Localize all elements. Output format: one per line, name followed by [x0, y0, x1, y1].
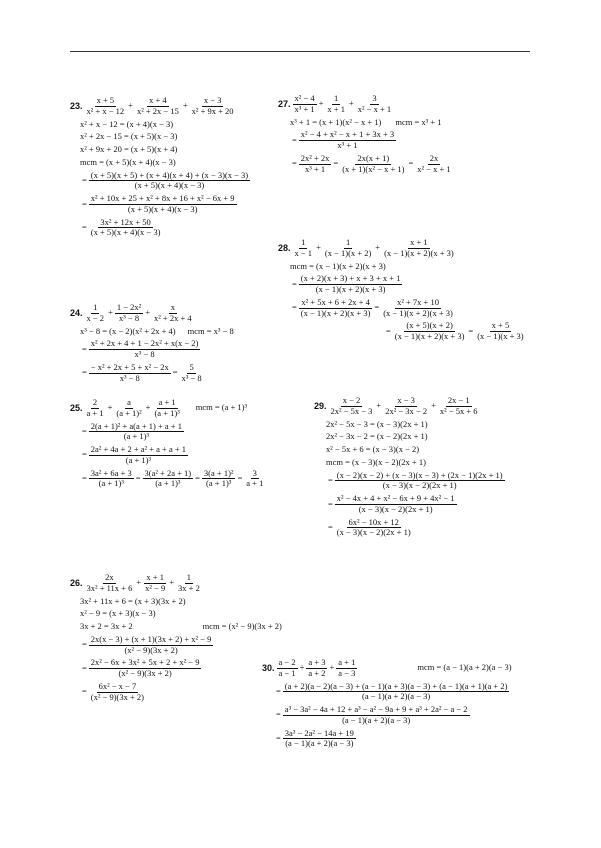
numerator: x² − 4 [294, 93, 315, 103]
mcm-label: mcm = (x² − 9)(3x + 2) [202, 621, 282, 632]
denominator: (a − 1)(a + 2)(a − 3) [285, 738, 354, 749]
fraction [143, 573, 167, 594]
numerator: x + 5 [96, 95, 115, 105]
numerator: x − 3 [203, 95, 222, 105]
problem-25 [70, 398, 265, 492]
numerator: 3 [252, 467, 257, 478]
numerator: 2x² − 6x + 3x² + 5x + 2 + x² − 9 [90, 657, 200, 668]
denominator: 2x² − 3x − 2 [385, 405, 428, 416]
mcm-line: mcm = (x + 5)(x + 4)(x − 3) [80, 156, 176, 167]
numerator: (a + 2)(a − 2)(a − 3) + (a − 1)(a + 3)(a − 3) + (a − 1)(a + 1)(a + 2) [284, 680, 508, 691]
numerator: x − 3 [397, 395, 415, 405]
denominator: (a + 1)² [116, 407, 142, 418]
factor-line: 2x² − 5x − 3 = (x − 3)(2x + 1) [326, 418, 428, 429]
denominator: (x + 5)(x + 4)(x − 3) [90, 227, 161, 238]
denominator: (a + 1)³ [154, 407, 180, 418]
denominator: x³ − 8 [119, 372, 140, 383]
denominator: (x − 1)(x + 3) [477, 331, 524, 342]
step: = $\frac{\text{2x² − 6x + 3x² + 5x + 2 + x² − 9}}{\text{(x² − 9)(3x + 2)}}$ [82, 657, 200, 679]
mcm-line: mcm = (x − 3)(x − 2)(2x + 1) [326, 456, 426, 467]
numerator: 3(a + 1)² [203, 467, 234, 478]
denominator: 2x² − 5x − 3 [330, 405, 373, 416]
denominator: (x² − 9)(3x + 2) [90, 691, 145, 702]
fraction [85, 398, 106, 419]
factor-line [70, 622, 282, 632]
numerator: − x² + 2x + 5 + x² − 2x [90, 361, 169, 372]
denominator: x² − x + 1 [357, 103, 392, 114]
denominator: x − 1 [294, 247, 313, 258]
step: = (a + 2)(a − 2)(a − 3) + (a − 1)(a + 3)(a − 3) + (a − 1)(a + 1)(a + 2) (a − 1)(a + 2)(a − 3) [276, 680, 508, 702]
numerator: 1 − 2x² [116, 302, 142, 312]
denominator: (x − 1)(x + 2)(x + 3) [383, 307, 453, 318]
denominator: (x + 5)(x + 4)(x − 3) [127, 203, 198, 214]
factor-line: x² + x − 12 = (x + 4)(x − 3) [80, 118, 174, 129]
fraction [336, 658, 357, 679]
factor-line: x² + 9x + 20 = (x + 5)(x + 4) [80, 144, 178, 155]
problem-30-statement: 30. $\frac{a - 2}{a - 1}$ + $\frac{a + 3}{a + 2}$ + $\frac{a + 1}{a - 3}$ mcm = (a − 1)(a + 2)(a − 3) [262, 657, 512, 678]
denominator: x³ + 1 [337, 140, 358, 151]
numerator: 6x² − x − 7 [98, 680, 137, 691]
problem-26 [70, 573, 282, 705]
numerator: x [170, 302, 175, 312]
numerator: a − 2 [278, 657, 296, 667]
fraction [190, 96, 236, 117]
numerator: x² − 4 + x² − x + 1 + 3x + 3 [300, 129, 395, 140]
denominator: a − 3 [338, 667, 356, 678]
denominator: x³ − 8 [118, 312, 140, 323]
numerator: 3x² + 12x + 50 [100, 216, 151, 227]
fraction [306, 658, 327, 679]
denominator: x² + 2x + 4 [154, 312, 192, 323]
factor-line: x² − 5x + 6 = (x − 3)(x − 2) [326, 444, 420, 455]
problem-28-statement: 28. $\frac{1}{x - 1}$ + $\frac{1}{(x - 1)(x + 2)}$ + $\frac{x + 1}{(x - 1)(x + 2)(x + 3)}$ [278, 237, 454, 258]
step: = $\frac{\text{2(a + 1)² + a(a + 1) + a + 1}}{\text{(a + 1)³}}$ [82, 420, 182, 442]
step: = $\frac{\text{2a² + 4a + 2 + a² + a + a + 1}}{\text{(a + 1)³}}$ [82, 444, 187, 465]
numerator: x² + 5x + 6 + 2x + 4 [301, 296, 370, 307]
numerator: 1 [186, 572, 192, 582]
numerator: 2(a + 1)² + a(a + 1) + a + 1 [90, 420, 182, 431]
numerator: 2x − 1 [447, 395, 470, 405]
header-rule [70, 51, 530, 52]
step: = $\frac{\text{3a³ − 2a² − 14a + 19}}{(a - 1)(a + 2)(a - 3)}$ [276, 727, 354, 749]
denominator: (x² − 9)(3x + 2) [118, 668, 172, 679]
numerator: 3a³ − 2a² − 14a + 19 [284, 727, 354, 738]
step: = $\frac{\text{2x(x − 3) + (x + 1)(3x + 2) + x² − 9}}{\text{(x² − 9)(3x + 2)}}$ [82, 633, 212, 655]
factor-line: 3x² + 11x + 6 = (x + 3)(3x + 2) [80, 595, 186, 606]
numerator: x + 5 [491, 320, 510, 331]
problem-24 [70, 303, 234, 386]
denominator: x² + 9x + 20 [191, 105, 234, 116]
denominator: x³ + 1 [294, 103, 315, 114]
numerator: 5 [189, 361, 194, 372]
fraction [293, 94, 317, 115]
problem-number: 27. [278, 99, 291, 110]
numerator: x + 1 [410, 237, 428, 247]
fraction [438, 396, 480, 417]
numerator: 2x [105, 572, 114, 582]
step: = $\frac{(x - 2)(x - 2) + (x - 3)(x - 3) + (2x - 1)(2x + 1)}{(x - 3)(x - 2)(2x + 1)}$ [328, 469, 503, 491]
mcm-label: mcm = (a − 1)(a + 2)(a − 3) [417, 662, 512, 673]
numerator: 3a² + 6a + 3 [90, 467, 132, 478]
denominator: (a + 1)³ [98, 478, 124, 489]
numerator: a + 1 [158, 397, 176, 407]
step: = $\frac{\text{x² − 4x + 4 + x² − 6x + 9 + 4x² − 1}}{(x - 3)(x - 2)(2x + 1)}$ [328, 493, 455, 514]
numerator: (x − 2)(x − 2) + (x − 3)(x − 3) + (2x − 1)(2x + 1) [336, 469, 503, 480]
problem-26-statement: 26. $\frac{2x}{\text{3x² + 11x + 6}}$ + $\frac{x + 1}{\text{x² − 9}}$ + $\frac{1}{3x + 2}$ [70, 572, 200, 593]
problem-28 [278, 238, 526, 345]
mcm-label: mcm = x³ − 8 [187, 325, 234, 336]
step: = $\frac{\text{3a² + 6a + 3}}{\text{(a + 1)³}}$ = $\frac{\text{3(a² + 2a + 1)}}{\text{(a + 1)³}}$ = $\frac{\text{3(a + 1)²}}{\text{(a + 1)³}}$ = $\frac{3}{a + 1}$ [82, 467, 264, 489]
numerator: (x + 5)(x + 5) + (x + 4)(x + 4) + (x − 3)(x − 3) [90, 169, 249, 180]
fraction [356, 94, 393, 115]
denominator: (a − 1)(a + 2)(a − 3) [342, 714, 411, 725]
mcm-label: mcm = (a + 1)³ [195, 402, 248, 413]
denominator: (x² − 9)(3x + 2) [124, 644, 178, 655]
problem-27 [278, 94, 453, 177]
denominator: (a + 1)³ [155, 478, 181, 489]
fraction [152, 303, 194, 324]
problem-number: 30. [262, 663, 275, 674]
numerator: 3 [372, 93, 377, 103]
fraction [114, 398, 143, 419]
problem-29 [314, 396, 505, 541]
denominator: (x + 1)(x² − x + 1) [342, 163, 405, 174]
fraction [323, 238, 373, 259]
fraction [325, 94, 347, 115]
numerator: 2x(x + 1) [357, 152, 390, 163]
numerator: x² − 4x + 4 + x² − 6x + 9 + 4x² − 1 [336, 493, 455, 504]
numerator: 2x(x − 3) + (x + 1)(3x + 2) + x² − 9 [90, 633, 212, 644]
numerator: x² + 2x + 4 + 1 − 2x² + x(x − 2) [90, 338, 199, 349]
numerator: a³ − 3a² − 4a + 12 + a³ − a² − 9a + 9 + a³ + 2a² − a − 2 [284, 704, 468, 715]
fraction [85, 573, 135, 594]
denominator: x² + 2x − 15 [136, 105, 179, 116]
denominator: (a + 1)³ [123, 431, 150, 442]
problem-number: 25. [70, 403, 83, 414]
denominator: (a + 1)³ [206, 478, 232, 489]
step: = $\frac{(x + 5)(x + 2)}{(x - 1)(x + 2)(x + 3)}$ = $\frac{x + 5}{(x - 1)(x + 3)}$ [386, 320, 524, 342]
numerator: x + 4 [149, 95, 167, 105]
problem-number: 23. [70, 101, 83, 112]
numerator: a [127, 397, 131, 407]
problem-24-statement: 24. $\frac{1}{x - 2}$ + $\frac{\text{1 − 2x²}}{\text{x³ − 8}}$ + $\frac{x}{\text{x² + 2x + 4}}$ [70, 302, 192, 323]
step: = $\frac{\text{6x² − 10x + 12}}{(x - 3)(x - 2)(2x + 1)}$ [328, 516, 411, 538]
step: = $\frac{\text{x² + 2x + 4 + 1 − 2x² + x(x − 2)}}{\text{x³ − 8}}$ [82, 338, 199, 360]
numerator: x − 2 [342, 395, 361, 405]
denominator: x² + x − 12 [86, 105, 125, 116]
numerator: x² + 7x + 10 [397, 296, 439, 307]
fraction [152, 398, 181, 419]
numerator: 2 [92, 397, 98, 407]
step: = $\frac{\text{− x² + 2x + 5 + x² − 2x}}{\text{x³ − 8}}$ = $\frac{5}{\text{x³ − 8}}$ [82, 361, 202, 383]
step: = $\frac{\text{2x² + 2x}}{\text{x³ + 1}}$ = $\frac{2x(x + 1)}{\text{(x + 1)(x² − x + 1)}}$ = $\frac{2x}{\text{x² − x + 1}}$ [292, 152, 451, 174]
denominator: x³ + 1 [305, 163, 326, 174]
numerator: 2a² + 4a + 2 + a² + a + a + 1 [90, 444, 187, 455]
fraction [115, 303, 143, 324]
problem-number: 29. [314, 401, 327, 412]
numerator: a + 1 [338, 657, 356, 667]
denominator: (x − 1)(x + 2)(x + 3) [315, 284, 386, 295]
step: = $\frac{\text{x² − 4 + x² − x + 1 + 3x + 3}}{\text{x³ + 1}}$ [292, 129, 395, 151]
problem-29-statement: 29. $\frac{x - 2}{\text{2x² − 5x − 3}}$ + $\frac{x - 3}{\text{2x² − 3x − 2}}$ + $\frac{2x - 1}{\text{x² − 5x + 6}}$ [314, 395, 478, 416]
denominator: a + 1 [86, 407, 104, 418]
step: = $\frac{\text{6x² − x − 7}}{\text{(x² − 9)(3x + 2)}}$ [82, 680, 145, 702]
denominator: x² − 5x + 6 [439, 405, 478, 416]
denominator: 3x + 2 [178, 582, 200, 593]
fraction [176, 573, 202, 594]
denominator: (x + 5)(x + 4)(x − 3) [134, 180, 205, 191]
denominator: 3x² + 11x + 6 [86, 582, 133, 593]
problem-23-statement: 23. $\frac{x + 5}{\text{x² + x − 12}}$ + $\frac{x + 4}{\text{x² + 2x − 15}}$ + $\frac{x - 3}{\text{x² + 9x + 20}}$ [70, 95, 234, 116]
factorization: 3x + 2 = 3x + 2 [80, 621, 133, 632]
denominator: x² − 9 [145, 582, 166, 593]
denominator: a + 1 [246, 478, 264, 489]
numerator: 3(a² + 2a + 1) [144, 467, 192, 478]
numerator: (x + 5)(x + 2) [406, 320, 453, 331]
denominator: (x − 1)(x + 2)(x + 3) [394, 331, 465, 342]
numerator: (x + 2)(x + 3) + x + 3 + x + 1 [300, 273, 401, 284]
problem-number: 24. [70, 308, 83, 319]
step: = $\frac{(x + 2)(x + 3) + x + 3 + x + 1}{(x - 1)(x + 2)(x + 3)}$ [292, 273, 401, 295]
denominator: x³ − 8 [134, 349, 155, 360]
numerator: x + 1 [146, 572, 164, 582]
step: = $\frac{(x + 5)(x + 5) + (x + 4)(x + 4) + (x - 3)(x - 3)}{(x + 5)(x + 4)(x - 3)}$ [82, 169, 249, 191]
factor-line: x² − 9 = (x + 3)(x − 3) [80, 608, 156, 619]
denominator: (x − 1)(x + 2)(x + 3) [384, 247, 454, 258]
denominator: (x − 3)(x − 2)(2x + 1) [358, 503, 433, 514]
numerator: 1 [345, 237, 351, 247]
numerator: 1 [93, 302, 98, 312]
mcm-label: mcm = x³ + 1 [395, 116, 442, 127]
denominator: x + 1 [327, 103, 345, 114]
fraction [85, 303, 107, 324]
denominator: x − 2 [86, 312, 105, 323]
fraction [277, 658, 298, 679]
fraction [382, 238, 456, 259]
problem-27-statement: 27. $\frac{\text{x² − 4}}{\text{x³ + 1}}$ + $\frac{1}{x + 1}$ + $\frac{3}{\text{x² − x + 1}}$ [278, 93, 392, 114]
numerator: a + 3 [308, 657, 326, 667]
step: = $\frac{\text{x² + 10x + 25 + x² + 8x + 16 + x² − 6x + 9}}{(x + 5)(x + 4)(x - 3)}$ [82, 193, 235, 214]
step: = $\frac{\text{3x² + 12x + 50}}{(x + 5)(x + 4)(x - 3)}$ [82, 216, 161, 238]
factorization: x³ + 1 = (x + 1)(x² − x + 1) [290, 116, 382, 127]
factor-line: x² + 2x − 15 = (x + 5)(x − 3) [80, 131, 178, 142]
fraction [383, 396, 429, 417]
fraction [329, 396, 375, 417]
denominator: (a + 1)³ [125, 454, 152, 465]
step: = $\frac{\text{x² + 5x + 6 + 2x + 4}}{(x - 1)(x + 2)(x + 3)}$ = $\frac{\text{x² + 7x + 10}}{(x - 1)(x + 2)(x + 3)}$ [292, 296, 453, 318]
problem-25-statement: 25. $\frac{2}{a + 1}$ + $\frac{a}{\text{(a + 1)²}}$ + $\frac{a + 1}{\text{(a + 1)³}}$ mcm = (a + 1)³ [70, 397, 248, 418]
factor-line [278, 118, 453, 128]
problem-30 [262, 658, 512, 752]
numerator: 1 [334, 93, 339, 103]
fraction [293, 238, 315, 259]
numerator: 2x [429, 152, 439, 163]
numerator: 1 [301, 237, 306, 247]
denominator: x³ − 8 [181, 372, 202, 383]
denominator: (x − 1)(x + 2)(x + 3) [300, 307, 371, 318]
mcm-line: mcm = (x − 1)(x + 2)(x + 3) [290, 260, 386, 271]
fraction [135, 96, 181, 117]
denominator: (x − 3)(x − 2)(2x + 1) [336, 527, 411, 538]
step: = $\frac{\text{a³ − 3a² − 4a + 12 + a³ − a² − 9a + 9 + a³ + 2a² − a − 2}}{(a - 1)(a + 2)(a - 3)}$ [276, 704, 468, 725]
problem-23 [70, 96, 250, 241]
problem-number: 28. [278, 243, 291, 254]
numerator: 6x² − 10x + 12 [348, 516, 399, 527]
factor-line: 2x² − 3x − 2 = (x − 2)(2x + 1) [326, 431, 428, 442]
denominator: (a − 1)(a + 2)(a − 3) [362, 691, 431, 702]
factorization: x³ − 8 = (x − 2)(x² + 2x + 4) [80, 325, 176, 336]
numerator: 2x² + 2x [300, 152, 330, 163]
denominator: (x − 3)(x − 2)(2x + 1) [382, 480, 457, 491]
denominator: a − 1 [278, 667, 296, 678]
factor-line [70, 327, 234, 337]
numerator: x² + 10x + 25 + x² + 8x + 16 + x² − 6x + 9 [90, 193, 235, 204]
problem-number: 26. [70, 578, 83, 589]
fraction [85, 96, 127, 117]
denominator: a + 2 [308, 667, 326, 678]
denominator: (x − 1)(x + 2) [324, 247, 372, 258]
denominator: x² − x + 1 [417, 163, 451, 174]
